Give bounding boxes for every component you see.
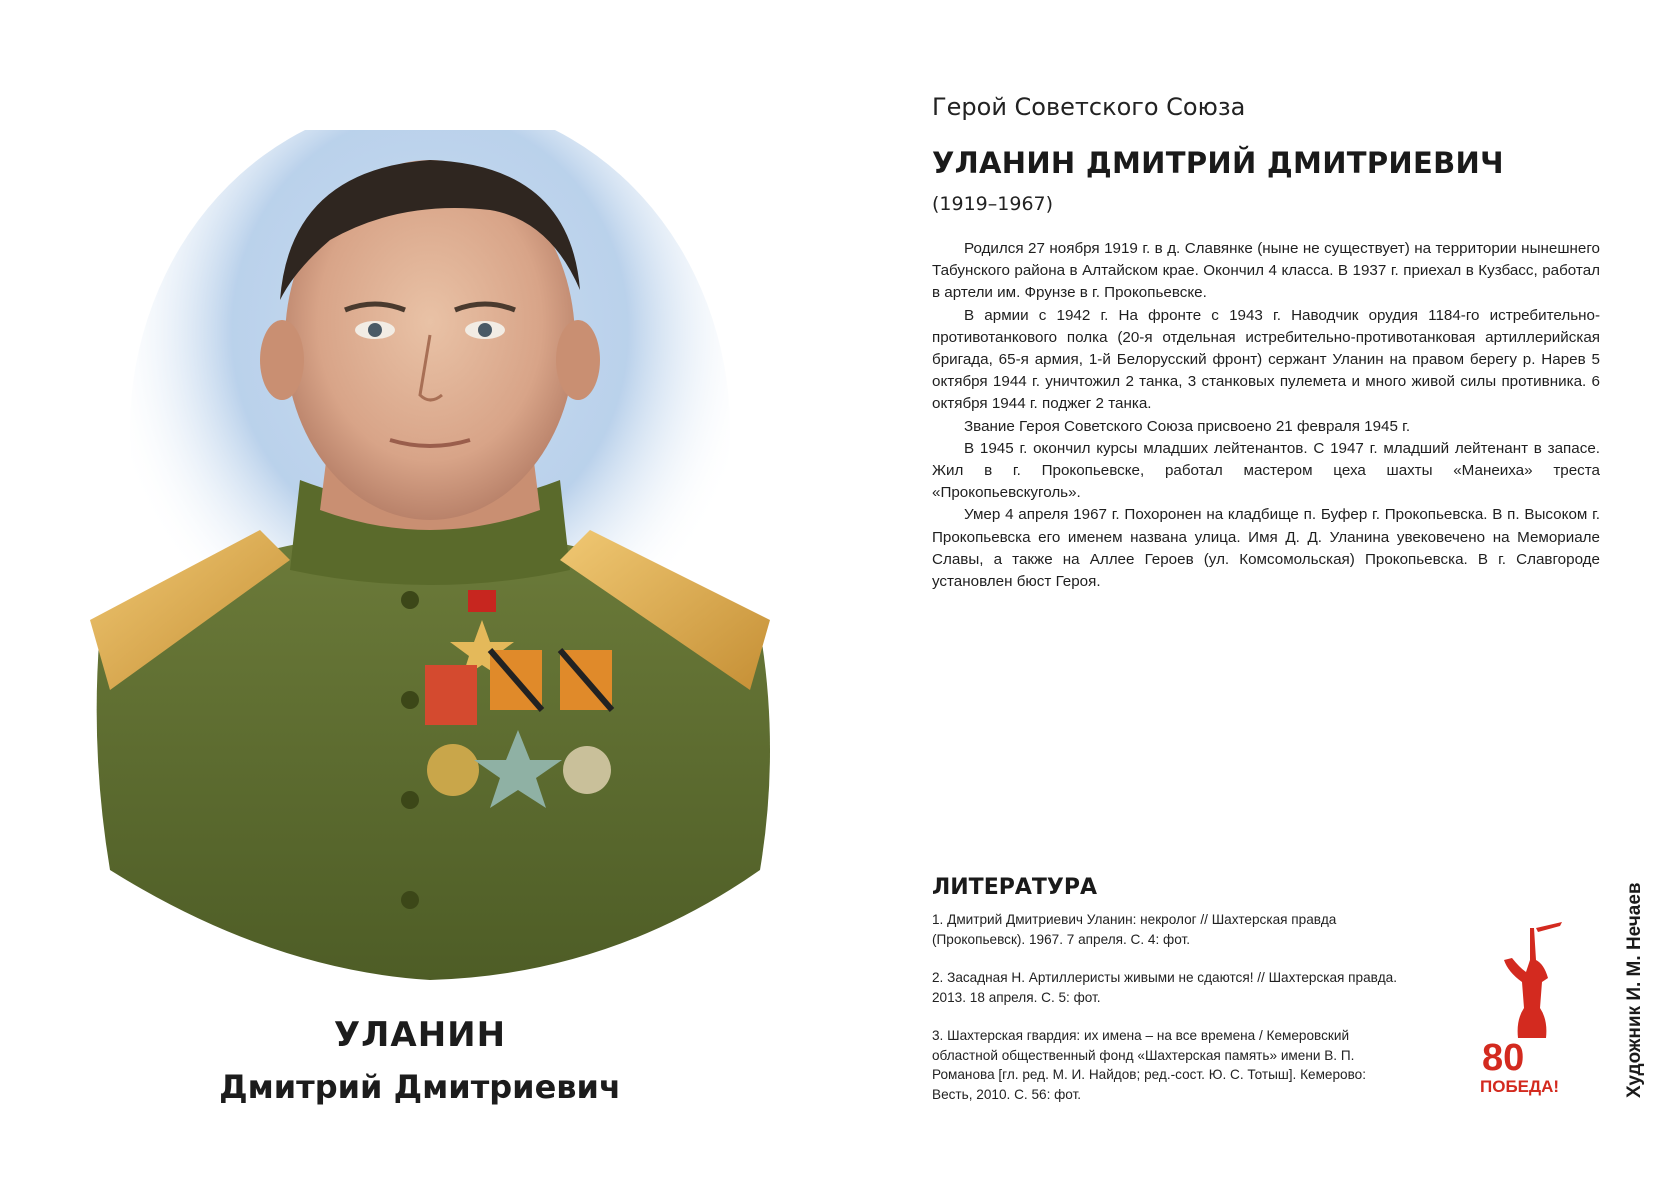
victory-80-logo (1478, 920, 1578, 1100)
caption-surname: УЛАНИН (333, 1015, 507, 1055)
biography (932, 238, 1600, 593)
hero-title-kicker: Герой Советского Союза (932, 93, 1246, 121)
literature-item: 1. Дмитрий Дмитриевич Уланин: некролог // Шахтерская правда (Прокопьевск). 1967. 7 апреля. С. 4: фот. (932, 912, 1337, 947)
bio-paragraph: Звание Героя Советского Союза присвоено 21 февраля 1945 г. (964, 417, 1411, 435)
life-years: (1919–1967) (932, 193, 1054, 215)
logo-word: ПОБЕДА! (1480, 1077, 1560, 1096)
right-page (840, 0, 1680, 1188)
artist-credit: Художник И. М. Нечаев (1624, 882, 1645, 1098)
logo-number: 80 (1482, 1037, 1525, 1079)
literature-heading: ЛИТЕРАТУРА (932, 875, 1097, 900)
bio-paragraph: В армии с 1942 г. На фронте с 1943 г. Наводчик орудия 1184-го истребительно-противотанкового полка (20-я отдельная истребительно-противотанковая артиллерийская бригада, 65-я армия, 1-й Белорусский фронт) сержант Уланин на правом берегу р. Нарев 5 октября 1944 г. уничтожил 2 танка, 3 станковых пулемета и много живой силы противника. 6 октября 1944 г. поджег 2 танка. (932, 306, 1600, 413)
portrait-painting (70, 130, 790, 1000)
literature-list (932, 910, 1402, 1123)
bio-paragraph: Умер 4 апреля 1967 г. Похоронен на кладбище п. Буфер г. Прокопьевска. В п. Высоком г. Прокопьевска его именем названа улица. Имя Д. Д. Уланина увековечено на Мемориале Славы, а также на Аллее Героев (ул. Комсомольская) Прокопьевска. В г. Славгороде установлен бюст Героя. (932, 506, 1600, 591)
literature-item: 2. Засадная Н. Артиллеристы живыми не сдаются! // Шахтерская правда. 2013. 18 апреля. С. 5: фот. (932, 970, 1398, 1005)
page-title: УЛАНИН ДМИТРИЙ ДМИТРИЕВИЧ (932, 146, 1504, 180)
literature-item: 3. Шахтерская гвардия: их имена – на все времена / Кемеровский областной общественный фонд «Шахтерская память» имени В. П. Романова [гл. ред. М. И. Найдов; ред.-сост. Ю. С. Тотыш]. Кемерово: Весть, 2010. С. 56: фот. (932, 1028, 1367, 1102)
caption-given-name: Дмитрий Дмитриевич (219, 1068, 621, 1106)
bio-paragraph: В 1945 г. окончил курсы младших лейтенантов. С 1947 г. младший лейтенант в запасе. Жил в г. Прокопьевске, работал мастером цеха шахты «Манеиха» треста «Прокопьевскуголь». (932, 439, 1600, 502)
bio-paragraph: Родился 27 ноября 1919 г. в д. Славянке (ныне не существует) на территории нынешнего Табунского района в Алтайском крае. Окончил 4 класса. В 1937 г. приехал в Кузбасс, работал в артели им. Фрунзе в г. Прокопьевске. (932, 240, 1600, 302)
